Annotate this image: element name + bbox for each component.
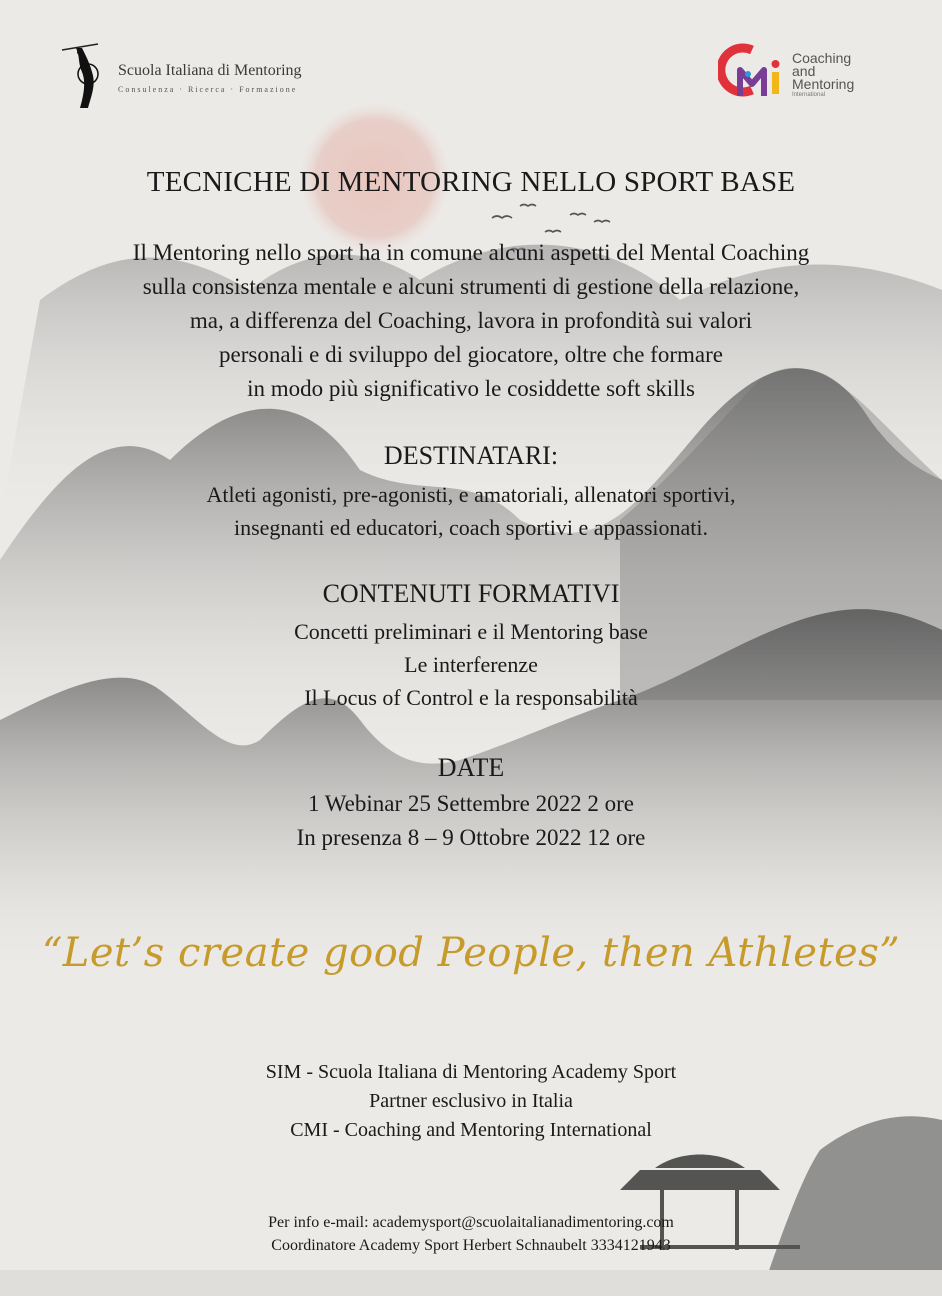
page-title: TECNICHE DI MENTORING NELLO SPORT BASE — [146, 166, 796, 198]
destinatari-line: insegnanti ed educatori, coach sportivi e appassionati. — [233, 515, 709, 540]
dancer-logo-icon — [58, 42, 110, 112]
destinatari-line: Atleti agonisti, pre-agonisti, e amatoriali, allenatori sportivi, — [206, 482, 736, 507]
logo-right-line4: International — [792, 92, 826, 98]
intro-line: personali e di sviluppo del giocatore, oltre che formare — [219, 342, 723, 367]
contenuti-line: Concetti preliminari e il Mentoring base — [294, 619, 648, 644]
logo-scuola-italiana — [58, 42, 358, 112]
destinatari-list — [0, 478, 942, 544]
date-heading: DATE — [437, 753, 505, 782]
logo-cmi — [718, 40, 918, 106]
contact-info — [0, 1211, 942, 1257]
date-line: In presenza 8 – 9 Ottobre 2022 12 ore — [296, 825, 646, 850]
destinatari-heading: DESTINATARI: — [383, 441, 559, 470]
cmi-logo-icon — [718, 40, 792, 102]
date-list — [0, 787, 942, 855]
partner-block — [0, 1058, 942, 1145]
intro-line: sulla consistenza mentale e alcuni strumenti di gestione della relazione, — [142, 274, 800, 299]
partner-line: Partner esclusivo in Italia — [369, 1090, 573, 1112]
partner-line: CMI - Coaching and Mentoring International — [290, 1119, 652, 1141]
date-line: 1 Webinar 25 Settembre 2022 2 ore — [307, 791, 635, 816]
intro-paragraph — [0, 236, 942, 406]
contenuti-list — [0, 615, 942, 714]
logo-right-line3: Mentoring — [792, 76, 855, 92]
contenuti-line: Il Locus of Control e la responsabilità — [304, 685, 638, 710]
logo-left-name: Scuola Italiana di Mentoring — [118, 62, 302, 79]
contenuti-line: Le interferenze — [404, 652, 538, 677]
intro-line: in modo più significativo le cosiddette soft skills — [247, 376, 695, 401]
intro-line: ma, a differenza del Coaching, lavora in profondità sui valori — [189, 308, 753, 333]
contact-email-line: Per info e-mail: academysport@scuolaitalianadimentoring.com — [268, 1214, 674, 1231]
logo-right-line2: and — [792, 63, 816, 79]
partner-line: SIM - Scuola Italiana di Mentoring Academy Sport — [265, 1061, 677, 1083]
logo-left-subtitle: Consulenza · Ricerca · Formazione — [118, 85, 298, 94]
intro-line: Il Mentoring nello sport ha in comune alcuni aspetti del Mental Coaching — [132, 240, 810, 265]
contenuti-heading: CONTENUTI FORMATIVI — [322, 579, 620, 608]
contact-coordinator-line: Coordinatore Academy Sport Herbert Schnaubelt 3334121943 — [271, 1237, 671, 1254]
motto-quote: “Let’s create good People, then Athletes” — [41, 930, 901, 976]
logo-right-line1: Coaching — [792, 50, 852, 66]
